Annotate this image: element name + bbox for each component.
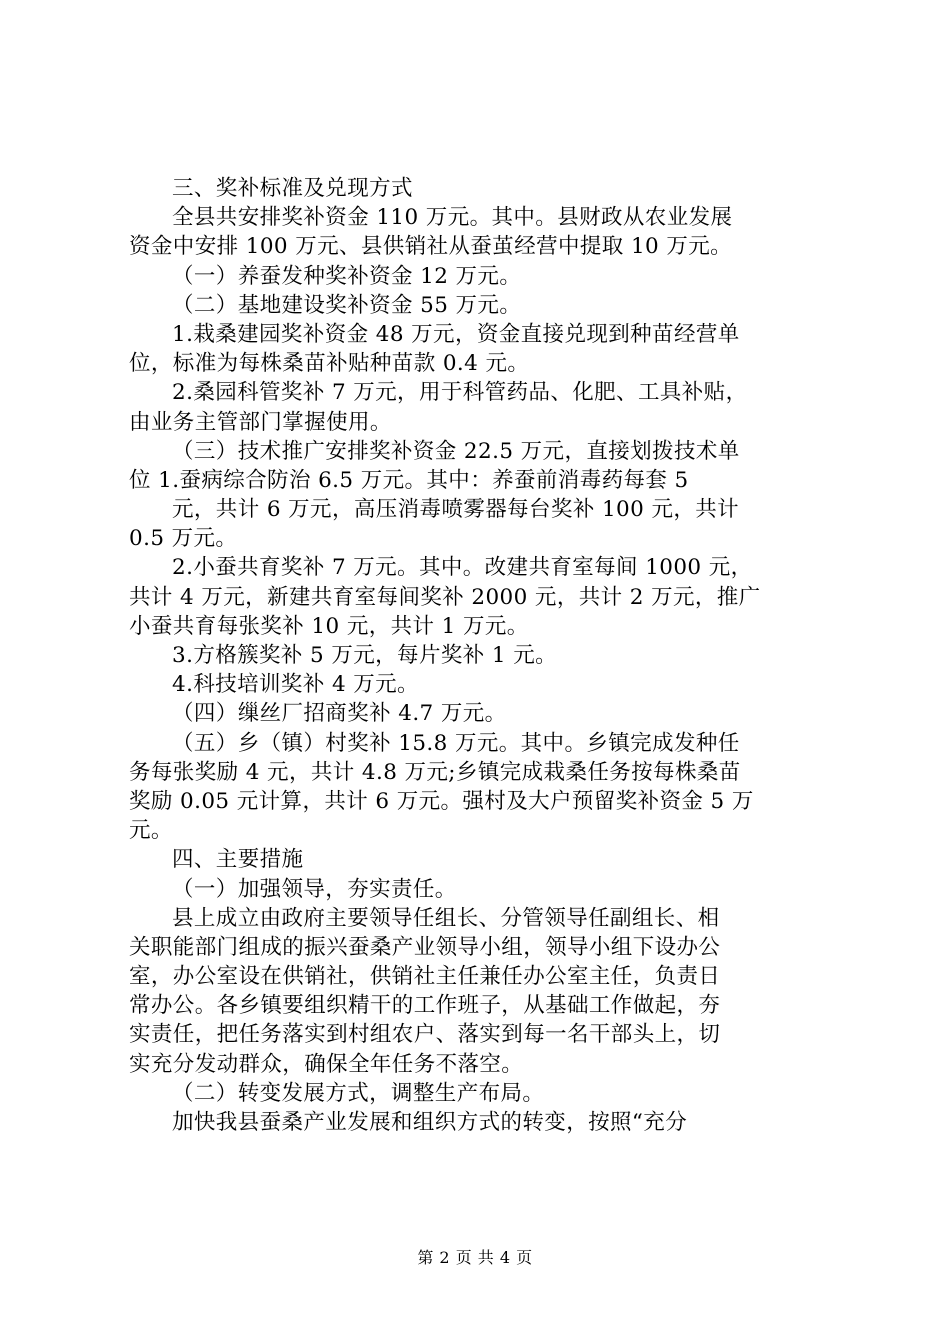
text-line: （三）技术推广安排奖补资金 22.5 万元，直接划拨技术单 [172,438,740,464]
text-line: 由业务主管部门掌握使用。 [129,409,392,435]
text-line: 实责任，把任务落实到村组农户、落实到每一名干部头上，切 [129,1022,721,1048]
text-line: 0.5 万元。 [129,526,238,552]
document-body [129,174,829,1137]
text-line: 四、主要措施 [172,847,304,873]
text-line: 务每张奖励 4 元，共计 4.8 万元;乡镇完成栽桑任务按每株桑苗 [129,759,741,785]
text-line: 元。 [129,818,173,844]
page-footer: 第 2 页 共 4 页 [417,1248,533,1267]
text-line: 2.桑园科管奖补 7 万元，用于科管药品、化肥、工具补贴， [172,380,748,406]
text-line: 加快我县蚕桑产业发展和组织方式的转变，按照“充分 [172,1110,688,1135]
text-line: 共计 4 万元，新建共育室每间奖补 2000 元，共计 2 万元，推广 [129,584,761,610]
text-line: 位 1.蚕病综合防治 6.5 万元。其中：养蚕前消毒药每套 5 [129,467,689,493]
text-line: 县上成立由政府主要领导任组长、分管领导任副组长、相 [172,905,720,931]
text-line: 1.栽桑建园奖补资金 48 万元，资金直接兑现到种苗经营单 [172,321,740,347]
text-line: （五）乡（镇）村奖补 15.8 万元。其中。乡镇完成发种任 [172,730,740,756]
text-line: 常办公。各乡镇要组织精干的工作班子，从基础工作做起，夯 [129,993,721,1019]
text-line: 实充分发动群众，确保全年任务不落空。 [129,1051,524,1077]
text-line: （一）养蚕发种奖补资金 12 万元。 [172,263,522,289]
text-line: （二）基地建设奖补资金 55 万元。 [172,292,522,318]
text-line: 小蚕共育每张奖补 10 元，共计 1 万元。 [129,613,529,639]
text-line: 2.小蚕共育奖补 7 万元。其中。改建共育室每间 1000 元， [172,555,753,581]
text-line: 资金中安排 100 万元、县供销社从蚕茧经营中提取 10 万元。 [129,234,733,260]
text-line: 位，标准为每株桑苗补贴种苗款 0.4 元。 [129,351,530,377]
text-line: 关职能部门组成的振兴蚕桑产业领导小组，领导小组下设办公 [129,934,721,960]
text-line: 元，共计 6 万元，高压消毒喷雾器每台奖补 100 元，共计 [172,497,740,523]
text-line: 三、奖补标准及兑现方式 [172,176,413,201]
text-line: 奖励 0.05 元计算，共计 6 万元。强村及大户预留奖补资金 5 万 [129,788,754,814]
text-line: （一）加强领导，夯实责任。 [172,876,457,902]
text-line: （四）缫丝厂招商奖补 4.7 万元。 [172,701,507,727]
text-line: 4.科技培训奖补 4 万元。 [172,672,419,698]
text-line: 3.方格簇奖补 5 万元，每片奖补 1 元。 [172,643,558,668]
text-line: 室，办公室设在供销社，供销社主任兼任办公室主任，负责日 [129,964,721,990]
text-line: （二）转变发展方式，调整生产布局。 [172,1080,545,1106]
text-line: 全县共安排奖补资金 110 万元。其中。县财政从农业发展 [172,205,733,231]
